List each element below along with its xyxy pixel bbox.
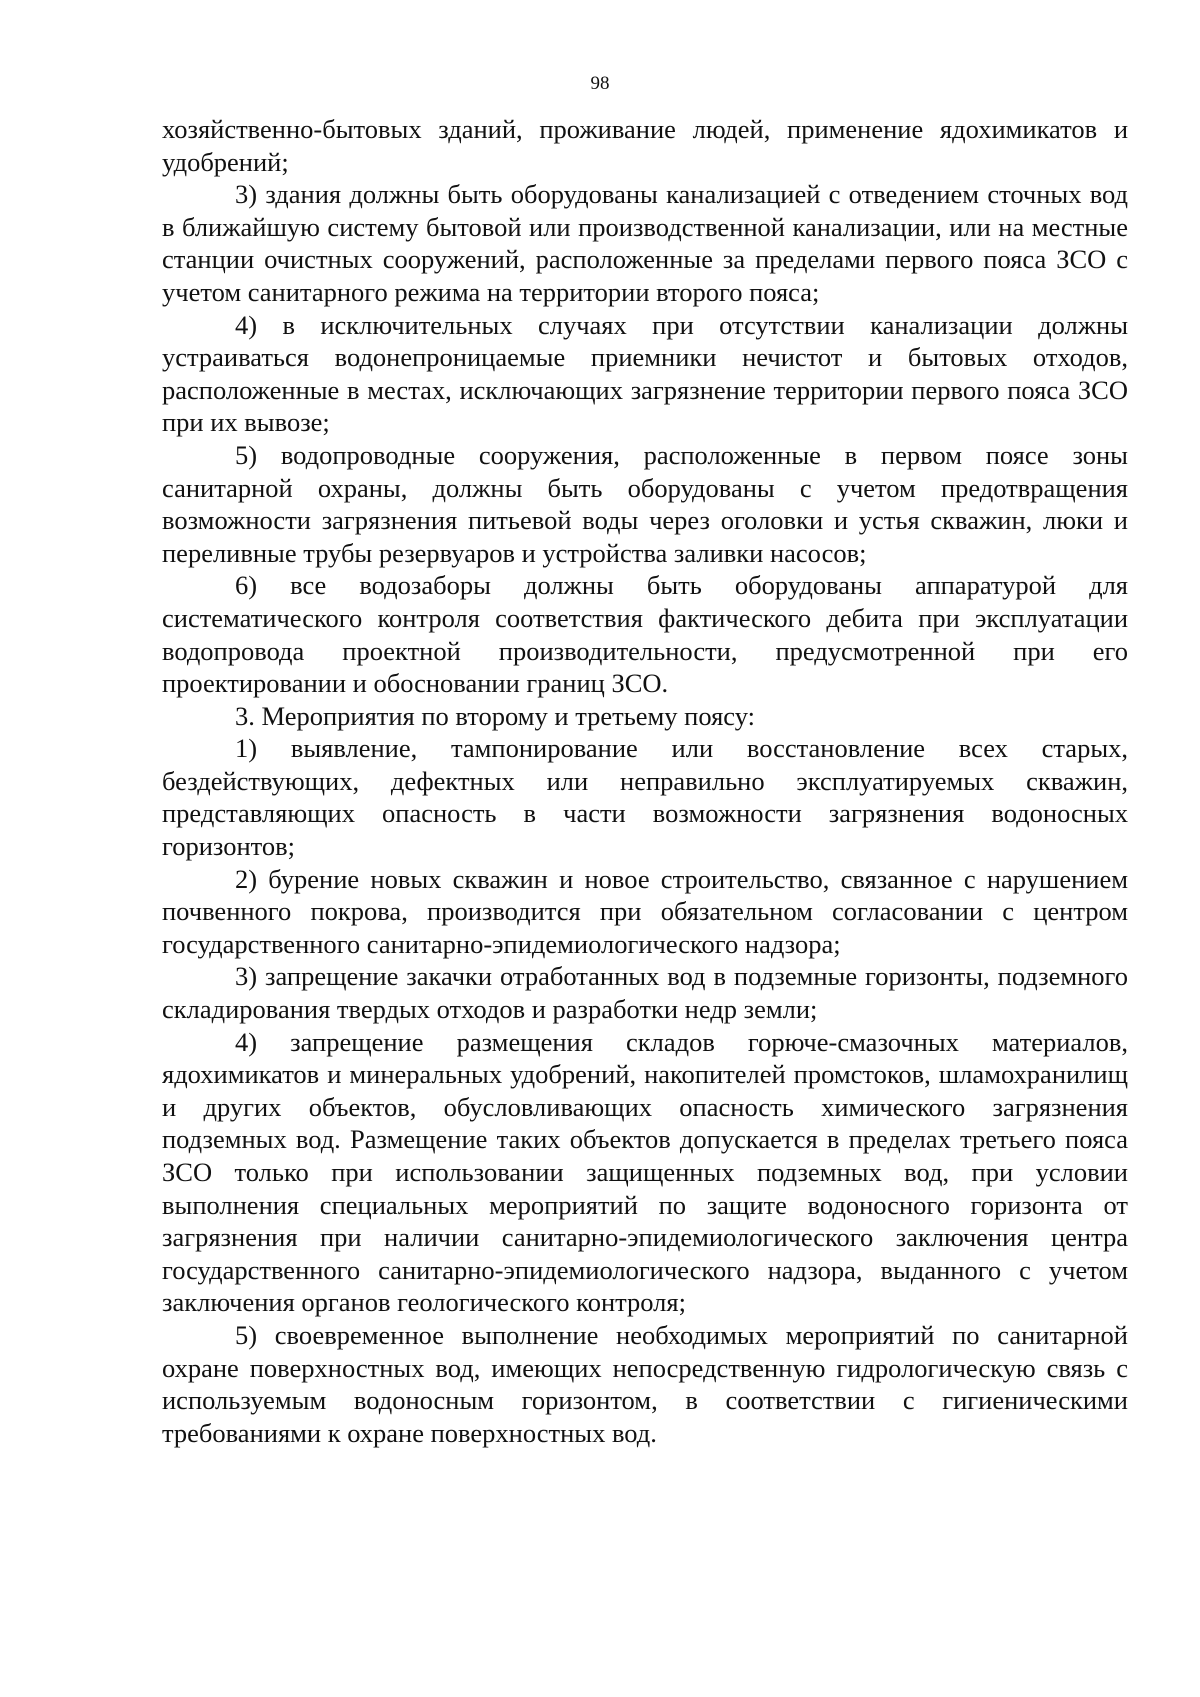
paragraph: 3) запрещение закачки отработанных вод в подземные горизонты, подземного складирования твердых отходов и разработки недр земли; [162,961,1128,1025]
paragraph: 4) запрещение размещения складов горюче-смазочных материалов, ядохимикатов и минеральных удобрений, накопителей промстоков, шламохранилищ и других объектов, обусловливающих опасность химического загрязнения подземных вод. Размещение таких объектов допускается в пределах третьего пояса ЗСО только при использовании защищенных подземных вод, при условии выполнения специальных мероприятий по защите водоносного горизонта от загрязнения при наличии санитарно-эпидемиологического заключения центра государственного санитарно-эпидемиологического надзора, выданного с учетом заключения органов геологического контроля; [162,1026,1128,1318]
paragraph: 5) водопроводные сооружения, расположенные в первом поясе зоны санитарной охраны, должны быть оборудованы с учетом предотвращения возможности загрязнения питьевой воды через оголовки и устья скважин, люки и переливные трубы резервуаров и устройства заливки насосов; [162,439,1128,568]
paragraph: 5) своевременное выполнение необходимых мероприятий по санитарной охране поверхностных вод, имеющих непосредственную гидрологическую связь с используемым водоносным горизонтом, в соответствии с гигиеническими требованиями к охране поверхностных вод. [162,1319,1128,1448]
page-number: 98 [590,73,610,94]
paragraph: 4) в исключительных случаях при отсутствии канализации должны устраиваться водонепроницаемые приемники нечистот и бытовых отходов, расположенные в местах, исключающих загрязнение территории первого пояса ЗСО при их вывозе; [162,309,1128,438]
paragraph: хозяйственно-бытовых зданий, проживание людей, применение ядохимикатов и удобрений; [162,114,1128,177]
paragraph: 6) все водозаборы должны быть оборудованы аппаратурой для систематического контроля соответствия фактического дебита при эксплуатации водопровода проектной производительности, предусмотренной при его проектировании и обосновании границ ЗСО. [162,570,1128,699]
paragraph: 2) бурение новых скважин и новое строительство, связанное с нарушением почвенного покрова, производится при обязательном согласовании с центром государственного санитарно-эпидемиологического надзора; [162,863,1128,959]
document-body [162,113,1128,1449]
paragraph: 3) здания должны быть оборудованы канализацией с отведением сточных вод в ближайшую систему бытовой или производственной канализации, или на местные станции очистных сооружений, расположенные за пределами первого пояса ЗСО с учетом санитарного режима на территории второго пояса; [162,179,1128,307]
section-heading: 3. Мероприятия по второму и третьему поясу: [235,700,755,731]
paragraph: 1) выявление, тампонирование или восстановление всех старых, бездействующих, дефектных или неправильно эксплуатируемых скважин, представляющих опасность в части возможности загрязнения водоносных горизонтов; [162,733,1128,862]
